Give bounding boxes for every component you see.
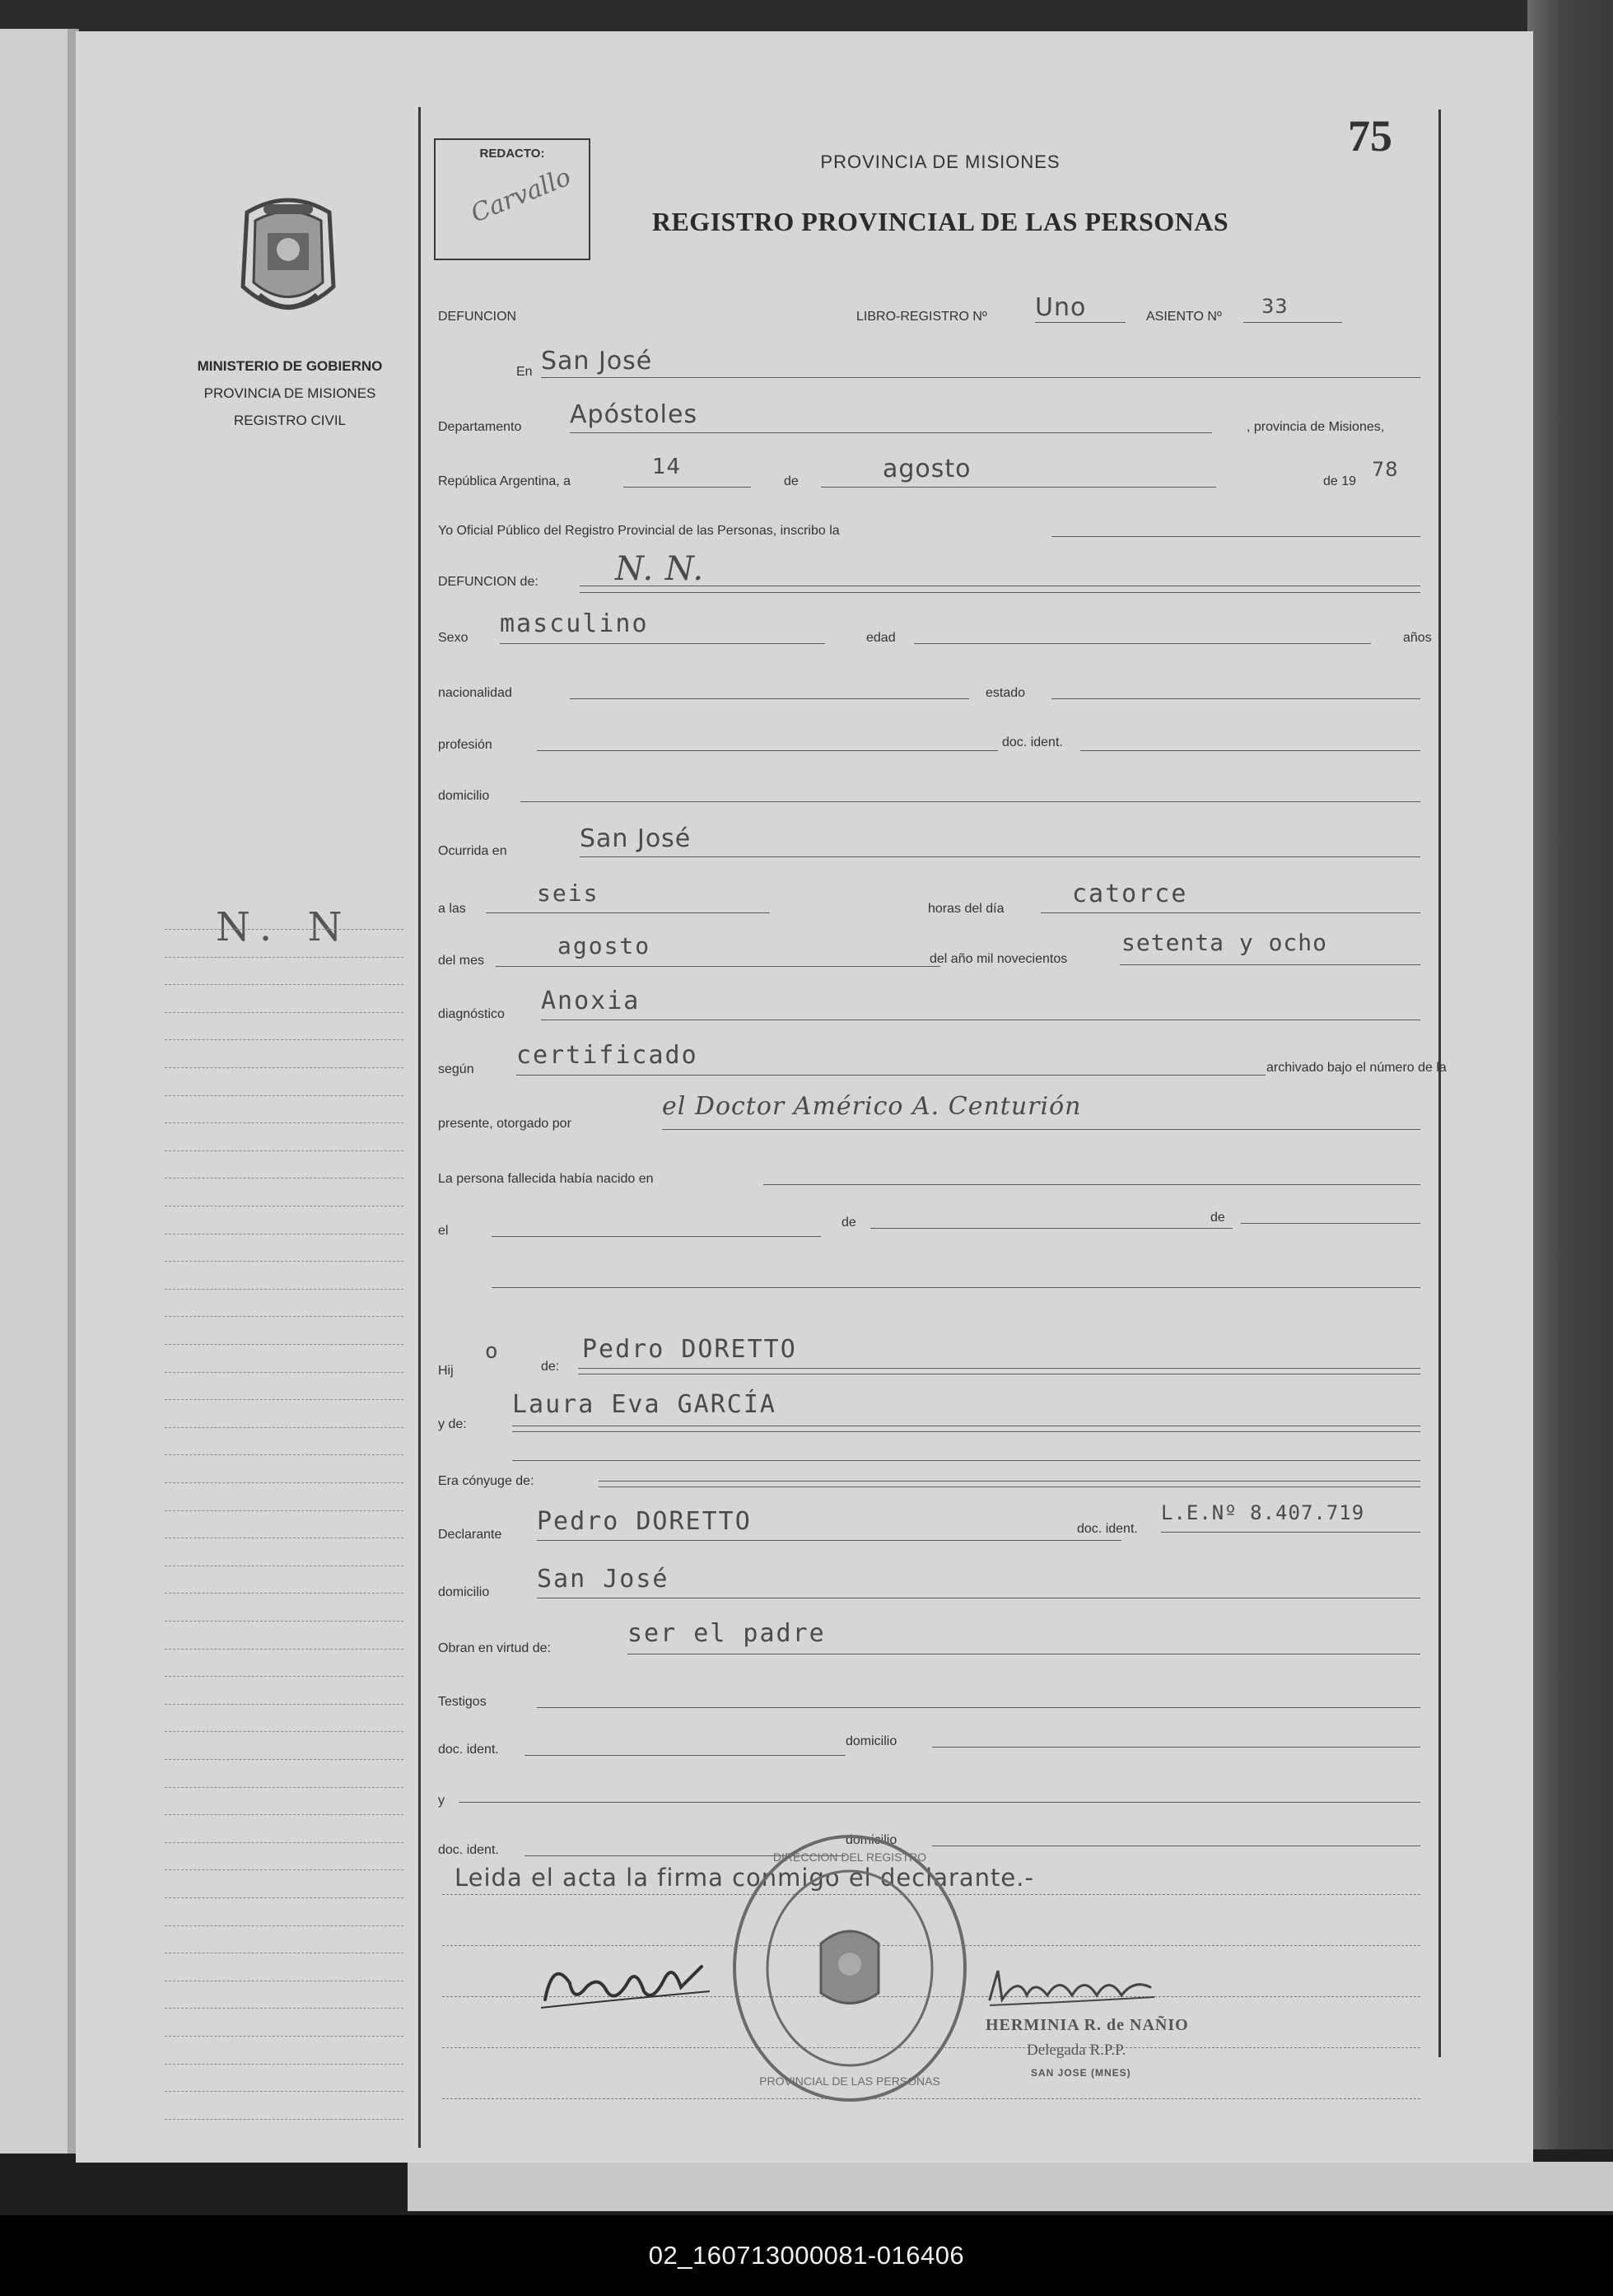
testigos-label: Testigos (438, 1695, 487, 1709)
el-label: el (438, 1224, 449, 1238)
dia-value: 14 (652, 455, 682, 479)
archivado-label: archivado bajo el número de la (1266, 1061, 1447, 1075)
blank-line (492, 1287, 1420, 1288)
defuncion-line-2 (580, 592, 1420, 593)
madre-line-2 (512, 1431, 1420, 1432)
image-caption: 02_160713000081-016406 (648, 2241, 965, 2270)
margin-column (76, 31, 422, 2163)
margin-rule-line (165, 2091, 403, 2092)
nacido-line (763, 1184, 1420, 1185)
margin-rule-line (165, 2064, 403, 2065)
presente-line (662, 1129, 1420, 1130)
margin-rule-line (165, 1814, 403, 1815)
anos-label: años (1403, 631, 1432, 645)
hij-label: Hij (438, 1364, 454, 1378)
margin-rule-line (165, 1787, 403, 1788)
del-ano-line (1120, 964, 1420, 965)
image-caption-bar (0, 2215, 1613, 2296)
del-mes-label: del mes (438, 954, 485, 968)
el-line (492, 1236, 821, 1237)
conyuge-label: Era cónyuge de: (438, 1474, 534, 1488)
margin-rule-line (165, 1593, 403, 1594)
page-underlay (408, 2162, 1613, 2211)
mes-value: agosto (883, 455, 972, 483)
sexo-line (500, 643, 825, 644)
domicilio-decl-label: domicilio (438, 1585, 490, 1599)
margin-rule-line (165, 1039, 403, 1040)
book-top-edge (0, 0, 1613, 33)
declarante-doc-value: L.E.Nº 8.407.719 (1161, 1501, 1365, 1524)
civil-registry-line: REGISTRO CIVIL (233, 413, 347, 428)
padre-value: Pedro DORETTO (582, 1335, 797, 1364)
estado-label: estado (986, 686, 1026, 700)
register-page (76, 31, 1533, 2163)
book-cover-edge (1527, 0, 1613, 2158)
redacto-label: REDACTO: (479, 147, 545, 161)
de-label: de (784, 474, 799, 488)
en-label: En (516, 365, 533, 379)
defuncion-de-label: DEFUNCION de: (438, 575, 538, 589)
departamento-value: Apóstoles (570, 400, 698, 429)
del-mes-value: agosto (557, 932, 651, 959)
departamento-label: Departamento (438, 420, 522, 434)
horas-label: horas del día (928, 902, 1005, 916)
margin-rule-line (165, 1399, 403, 1400)
ocurrida-label: Ocurrida en (438, 844, 507, 858)
segun-line (516, 1075, 1266, 1076)
ministry-line: MINISTERIO DE GOBIERNO (197, 358, 383, 374)
yo-line (1051, 536, 1420, 537)
del-mes-line (496, 966, 940, 967)
margin-rule-line (165, 1897, 403, 1898)
closing-text: Leida el acta la firma conmigo el declarante.- (455, 1864, 1034, 1892)
margin-rule-line (165, 1842, 403, 1843)
svg-text:PROVINCIAL DE LAS PERSONAS: PROVINCIAL DE LAS PERSONAS (759, 2074, 940, 2088)
margin-rule-line (165, 1869, 403, 1870)
asiento-label: ASIENTO Nº (1146, 310, 1222, 324)
hij-value: o (485, 1339, 500, 1364)
horas-line (1041, 912, 1420, 913)
doc-ident-line (1080, 750, 1420, 751)
declarante-label: Declarante (438, 1528, 502, 1542)
en-value: San José (541, 347, 653, 376)
sexo-value: masculino (500, 609, 649, 638)
year-value: 78 (1372, 458, 1399, 481)
officer-stamp-place: SAN JOSE (MNES) (1031, 2067, 1131, 2079)
margin-rule-line (165, 2008, 403, 2009)
margin-rule-line (165, 984, 403, 985)
testigo-domicilio-label-2: domicilio (846, 1833, 897, 1847)
testigo-doc-label: doc. ident. (438, 1743, 499, 1757)
nacido-label: La persona fallecida había nacido en (438, 1172, 654, 1186)
a-las-value: seis (537, 880, 599, 907)
horas-value: catorce (1072, 880, 1188, 908)
declarante-signature-icon (537, 1942, 718, 2024)
redacto-handwriting: Carvallo (467, 162, 576, 229)
profesion-line (537, 750, 998, 751)
a-las-line (486, 912, 770, 913)
segun-value: certificado (516, 1041, 698, 1070)
dia-line (623, 487, 751, 488)
margin-rule-line (165, 2119, 403, 2120)
page-number: 75 (1348, 111, 1392, 161)
de-label-2: de (841, 1216, 856, 1230)
margin-rule-line (165, 1095, 403, 1096)
mes-line (821, 487, 1216, 488)
province-heading: PROVINCIA DE MISIONES (820, 152, 1061, 172)
del-ano-label: del año mil novecientos (930, 952, 1068, 966)
obran-value: ser el padre (627, 1619, 826, 1648)
estado-line (1051, 698, 1420, 699)
provincia-label: , provincia de Misiones, (1247, 420, 1385, 434)
de-year-label: de 19 (1323, 474, 1357, 488)
declarante-doc-line (1161, 1532, 1420, 1533)
edad-line (914, 643, 1371, 644)
de-line-3 (1241, 1223, 1420, 1224)
margin-note: N. N (216, 904, 354, 950)
margin-rule-line (165, 1676, 403, 1677)
libro-label: LIBRO-REGISTRO Nº (856, 310, 987, 324)
madre-value: Laura Eva GARCÍA (512, 1390, 776, 1419)
margin-rule-line (165, 1344, 403, 1345)
edad-label: edad (866, 631, 896, 645)
margin-rule-line (165, 2036, 403, 2037)
form-frame-right (1438, 110, 1441, 2057)
officer-stamp-name: HERMINIA R. de NAÑIO (986, 2016, 1189, 2034)
libro-line (1035, 322, 1126, 323)
del-ano-value: setenta y ocho (1121, 929, 1328, 956)
nacionalidad-line (570, 698, 969, 699)
margin-rule-line (165, 957, 403, 958)
province-line: PROVINCIA DE MISIONES (203, 385, 376, 401)
margin-rule-line (165, 1704, 403, 1705)
segun-label: según (438, 1062, 474, 1076)
y-line (459, 1802, 1420, 1803)
sexo-label: Sexo (438, 631, 469, 645)
a-las-label: a las (438, 902, 466, 916)
de-colon-label: de: (541, 1360, 560, 1374)
ministry-block (154, 352, 426, 434)
testigo-domicilio-label: domicilio (846, 1734, 897, 1748)
domicilio-decl-value: San José (537, 1565, 669, 1594)
domicilio-line (520, 801, 1420, 802)
de-line-2 (870, 1228, 1233, 1229)
margin-rule-line (165, 1122, 403, 1123)
declarante-value: Pedro DORETTO (537, 1507, 752, 1536)
declarante-doc-label: doc. ident. (1077, 1522, 1138, 1536)
testigo-doc-label-2: doc. ident. (438, 1843, 499, 1857)
margin-rule-line (165, 1289, 403, 1290)
testigos-line (537, 1707, 1420, 1708)
conyuge-line-1 (599, 1481, 1420, 1482)
margin-rule-line (165, 1454, 403, 1455)
margin-rule-line (165, 1759, 403, 1760)
margin-rule-line (165, 1731, 403, 1732)
domicilio-label: domicilio (438, 789, 490, 803)
departamento-line (570, 432, 1212, 433)
en-line (541, 377, 1420, 378)
margin-rule-line (165, 1067, 403, 1068)
margin-rule-line (165, 929, 403, 930)
margin-rule-line (165, 1372, 403, 1373)
officer-stamp-role: Delegada R.P.P. (1027, 2042, 1126, 2059)
margin-rule-line (165, 1649, 403, 1650)
testigo-doc-line (524, 1755, 846, 1756)
presente-label: presente, otorgado por (438, 1117, 571, 1131)
registry-seal-icon (726, 1828, 973, 2108)
margin-rule-line (165, 1925, 403, 1926)
registry-title: REGISTRO PROVINCIAL DE LAS PERSONAS (651, 207, 1229, 236)
asiento-value: 33 (1261, 295, 1289, 318)
margin-rule-line (165, 1316, 403, 1317)
ocurrida-value: San José (580, 824, 692, 853)
form-frame-left (418, 107, 421, 2148)
officer-signature-icon (986, 1962, 1158, 2012)
nacionalidad-label: nacionalidad (438, 686, 512, 700)
madre-line-3 (512, 1460, 1420, 1461)
y-de-label: y de: (438, 1417, 467, 1431)
republica-label: República Argentina, a (438, 474, 571, 488)
provincial-emblem-icon (231, 188, 346, 328)
padre-line-1 (578, 1368, 1420, 1369)
margin-rule-line (165, 1621, 403, 1622)
y-label: y (438, 1794, 445, 1808)
profesion-label: profesión (438, 738, 492, 752)
declarante-line (537, 1540, 1121, 1541)
defuncion-heading: DEFUNCION (438, 310, 517, 324)
doc-ident-label: doc. ident. (1002, 735, 1063, 749)
diagnostico-label: diagnóstico (438, 1007, 505, 1021)
conyuge-line-2 (599, 1486, 1420, 1487)
margin-rule-line (165, 1150, 403, 1151)
presente-value: el Doctor Américo A. Centurión (662, 1092, 1082, 1121)
testigo-domicilio-line (932, 1747, 1420, 1748)
margin-rule-line (165, 1482, 403, 1483)
svg-text:DIRECCION DEL REGISTRO: DIRECCION DEL REGISTRO (772, 1850, 927, 1864)
diagnostico-value: Anoxia (541, 987, 641, 1015)
asiento-line (1243, 322, 1342, 323)
margin-rule-line (165, 1427, 403, 1428)
de-label-3: de (1210, 1211, 1225, 1225)
margin-rule-line (165, 1012, 403, 1013)
yo-oficial-label: Yo Oficial Público del Registro Provincial de las Personas, inscribo la (438, 524, 840, 538)
defuncion-de-value: N. N. (615, 550, 705, 588)
margin-rule-line (165, 1261, 403, 1262)
margin-rule-line (165, 1510, 403, 1511)
libro-value: Uno (1035, 293, 1087, 322)
obran-label: Obran en virtud de: (438, 1641, 551, 1655)
ocurrida-line (580, 856, 1420, 857)
